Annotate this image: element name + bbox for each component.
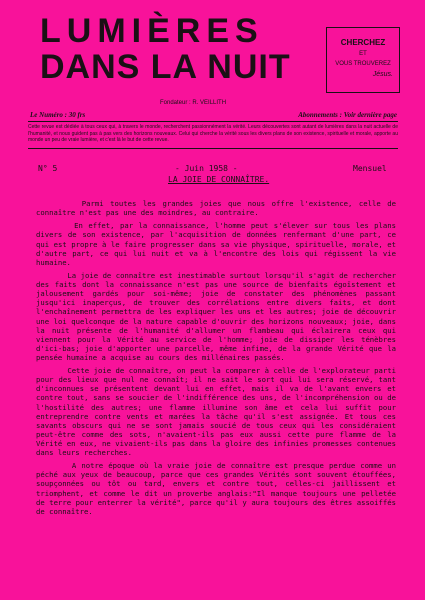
founder-credit: Fondateur : R. VEILLITH	[160, 100, 227, 106]
article-paragraph: En effet, par la connaissance, l'homme peut s'élever sur tous les plans divers de son existence, par l'acquisition de données renfermant d'une part, ce qui est propre à le faire progresser dans sa vie physique, spirituelle, morale, et d'autre part, ce qui lui nuit et va à l'encontre des lois qui régissent la vie humaine.	[36, 221, 401, 267]
motto-line3: VOUS TROUVEREZ	[335, 61, 391, 67]
article-paragraph: Cette joie de connaître, on peut la comparer à celle de l'explorateur parti pour des lieux que nul ne connaît; il ne sait le sort qui lui sera réservé, tant d'inconnues se présentent devant lui en effet, mais il va de l'avant envers et contre tout, sans se soucier de l'indifférence des uns, de l'incompréhension ou de l'hostilité des autres; une flamme illumine son âme et cela lui suffit pour entreprendre contre vents et marées la tâche qu'il s'est assignée. Et tous ces savants obscurs qui ne se sont jamais soucié de tous ceux qui les considéraient peut-être comme des sots, n'avaient-ils pas eux aussi cette pure flamme de la Vérité en eux, ne vivaient-ils pas dans la gloire des infinies promesses contenues dans leurs recherches.	[36, 366, 401, 457]
issue-date: - Juin 1958 -	[175, 164, 238, 173]
issue-frequency: Mensuel	[353, 164, 387, 173]
article-paragraph: La joie de connaître est inestimable surtout lorsqu'il s'agit de rechercher des faits dont la connaissance n'est pas une source de bienfaits égoïstement et jalousement gardés pour soi-même; joie de constater des phénomènes passant jusqu'ici inaperçus, de trouver des corrélations entre divers faits, et dont l'enchaînement permettra de les expliquer les uns et les autres; joie de découvrir une loi quelconque de la nature capable d'ouvrir des horizons nouveaux; joie, dans la nuit présente de l'humanité d'allumer un flambeau qui éclairera ceux qui viennent pour la Vérité au service de l'homme; joie de dissiper les ténèbres d'ici-bas; joie d'apporter une parcelle, même infime, de la grande Vérité que la pensée humaine a acquise au cours des millénaires passés.	[36, 271, 401, 362]
motto-line1: CHERCHEZ	[340, 38, 386, 47]
divider-top	[28, 121, 398, 122]
price-label: Le Numéro : 30 frs	[30, 111, 86, 119]
article-title: LA JOIE DE CONNAÎTRE.	[168, 175, 270, 184]
motto-line4: Jésus.	[372, 71, 393, 78]
motto-box	[326, 27, 400, 93]
masthead-title-line2: DANS LA NUIT	[40, 48, 291, 86]
article-paragraph: A notre époque où la vraie joie de connaître est presque perdue comme un péché aux yeux de beaucoup, parce que ces grandes Vérités sont souvent étouffées, soupçonnées ou tôt ou tard, envers et contre tout, celles-ci jaillissent et triomphent, et comme le dit un proverbe anglais:"Il manque toujours une pelletée de terre pour enterrer la vérité", parce qu'il y aura toujours des êtres assoiffés de connaître.	[36, 461, 401, 516]
motto-line2: ET	[359, 51, 367, 57]
intro-text: Cette revue est dédiée à tous ceux qui, à travers le monde, recherchent passionnément la vérité. Leurs découvertes sont autant de lumières dans la nuit actuelle de l'humanité, et nous guident pas à pas vers des horizons nouveaux. Celui qui cherche la vérité sous les divers plans de son existence, spirituelle et morale, apporte au monde un peu de vraie lumière, et c'est là le but de cette revue.	[28, 124, 398, 144]
divider-bottom	[28, 148, 398, 149]
masthead	[0, 0, 425, 144]
issue-number: N° 5	[38, 164, 58, 173]
masthead-title-line1: LUMIÈRES	[40, 12, 264, 50]
subscriptions-label: Abonnements : Voir dernière page	[298, 111, 397, 119]
article-paragraph: Parmi toutes les grandes joies que nous offre l'existence, celle de connaître n'est pas une des moindres, au contraire.	[36, 199, 401, 218]
article-body	[36, 199, 401, 520]
